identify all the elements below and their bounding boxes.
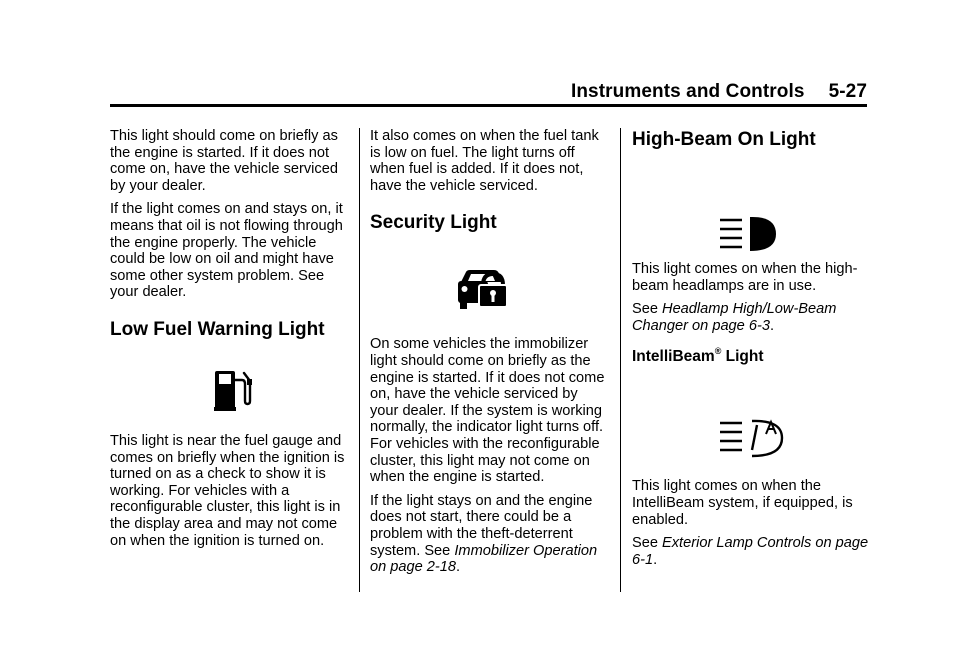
paragraph: This light is near the fuel gauge and comes on briefly when the ignition is turned on as a check to show it is working. For vehicles with a reconfigurable cluster, this light is in the display area and may not come on when the ignition is turned on. — [110, 432, 345, 549]
heading-text: Light — [721, 348, 764, 366]
paragraph: This light comes on when the IntelliBeam system, if equipped, is enabled. — [632, 478, 853, 528]
cross-reference: Headlamp High/Low-Beam Changer on page 6-3 — [632, 301, 837, 334]
text: See — [632, 301, 663, 318]
section-title: Instruments and Controls — [570, 81, 805, 102]
vehicle-lock-icon — [370, 234, 610, 336]
column-3 — [632, 128, 872, 575]
heading-text: IntelliBeam — [632, 348, 715, 366]
low-fuel-heading: Low Fuel Warning Light — [110, 318, 325, 340]
security-heading: Security Light — [370, 212, 497, 234]
intellibeam-heading — [632, 348, 872, 366]
paragraph: On some vehicles the immobilizer light should come on briefly as the engine is started. If it does not come on, have the vehicle serviced by your dealer. If the system is working normally, the indicator light turns off. For vehicles with the reconfigurable cluster, this light may not come on when the engine is started. — [370, 336, 605, 486]
cross-reference: Immobilizer Operation on page 2-18 — [370, 542, 598, 576]
cross-reference: Exterior Lamp Controls on page 6-1 — [632, 535, 869, 568]
paragraph — [632, 301, 872, 334]
fuel-pump-icon — [110, 341, 350, 433]
column-divider — [359, 128, 360, 592]
paragraph: This light comes on when the high-beam headlamps are in use. — [632, 261, 858, 294]
registered-mark: ® — [714, 346, 722, 357]
header-text — [571, 81, 867, 103]
high-beam-heading: High-Beam On Light — [632, 129, 816, 150]
text: . — [653, 551, 658, 568]
paragraph: This light should come on briefly as the engine is started. If it does not come on, have the vehicle serviced by your dealer. — [110, 128, 338, 194]
column-divider — [620, 128, 621, 592]
text: See — [632, 535, 663, 552]
text: . — [456, 559, 461, 576]
paragraph: If the light comes on and stays on, it means that oil is not flowing through the engine properly. The vehicle could be low on oil and might have some other system problem. See your dealer. — [110, 201, 343, 301]
text: If the light stays on and the engine does not start, there could be a problem with the theft-deterrent system. See — [370, 492, 593, 559]
text: . — [769, 317, 774, 334]
high-beam-icon — [632, 151, 872, 261]
paragraph — [370, 493, 610, 576]
column-1 — [110, 128, 350, 556]
column-2 — [370, 128, 610, 583]
paragraph: It also comes on when the fuel tank is low on fuel. The light turns off when fuel is added. If it does not, have the vehicle serviced. — [370, 128, 599, 194]
intellibeam-icon — [632, 366, 872, 478]
paragraph — [632, 535, 872, 568]
page-header — [110, 80, 867, 107]
page-number: 5-27 — [828, 81, 867, 102]
